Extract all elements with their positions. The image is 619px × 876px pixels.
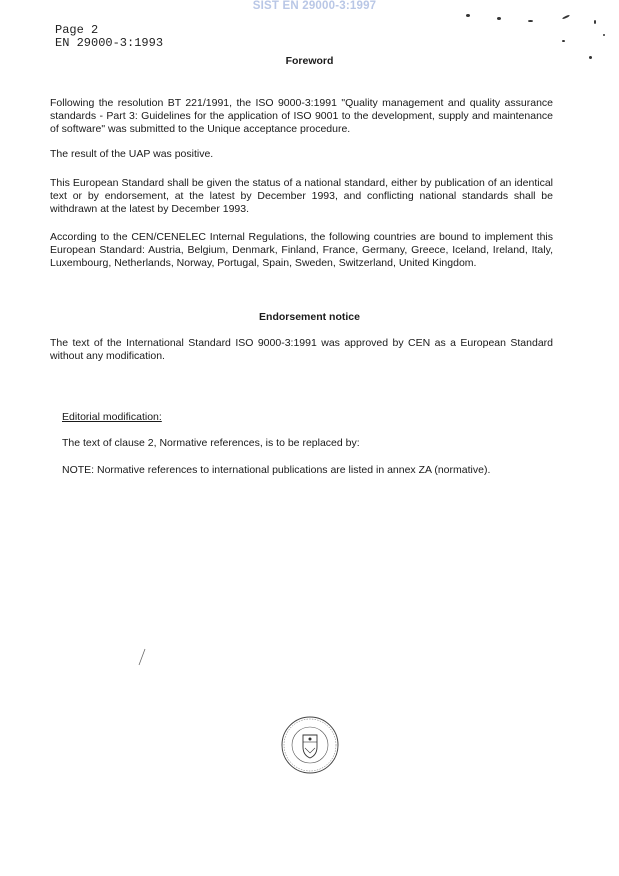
page-header — [55, 24, 163, 50]
watermark: SIST EN 29000-3:1997 — [252, 0, 377, 12]
official-stamp — [280, 715, 340, 775]
foreword-paragraph-4: According to the CEN/CENELEC Internal Regulations, the following countries are bound to implement this European Standard: Austria, Belgium, Denmark, Finland, France, Germany, Greece, Iceland, Ireland, Italy, Luxembourg, Netherlands, Norway, Portugal, Spain, Sweden, Switzerland, United Kingdom. — [50, 231, 553, 270]
scan-speck — [466, 14, 470, 17]
editorial-paragraph-1: The text of clause 2, Normative references, is to be replaced by: — [62, 437, 360, 449]
scan-speck — [562, 40, 565, 42]
foreword-paragraph-1: Following the resolution BT 221/1991, the ISO 9000-3:1991 "Quality management and quality assurance standards - Part 3: Guidelines for the application of ISO 9001 to the development, supply and maintenance of software" was submitted to the Unique acceptance procedure. — [50, 97, 553, 136]
pen-mark — [137, 648, 147, 666]
endorsement-title: Endorsement notice — [259, 311, 360, 323]
foreword-paragraph-2: The result of the UAP was positive. — [50, 148, 214, 160]
scan-speck — [594, 20, 596, 24]
endorsement-paragraph: The text of the International Standard ISO 9000-3:1991 was approved by CEN as a European Standard without any modification. — [50, 337, 553, 363]
scan-speck — [603, 34, 605, 36]
document-code: EN 29000-3:1993 — [55, 36, 164, 50]
scan-speck — [497, 17, 501, 20]
foreword-title: Foreword — [285, 55, 334, 67]
scan-speck — [528, 20, 533, 22]
page-number: Page 2 — [55, 23, 99, 37]
editorial-paragraph-2: NOTE: Normative references to international publications are listed in annex ZA (normative). — [62, 464, 491, 476]
scan-speck — [589, 56, 592, 59]
foreword-paragraph-3: This European Standard shall be given the status of a national standard, either by publication of an identical text or by endorsement, at the latest by December 1993, and conflicting national standards shall be withdrawn at the latest by December 1993. — [50, 177, 553, 216]
editorial-title: Editorial modification: — [62, 411, 162, 423]
scan-speck — [562, 14, 570, 19]
